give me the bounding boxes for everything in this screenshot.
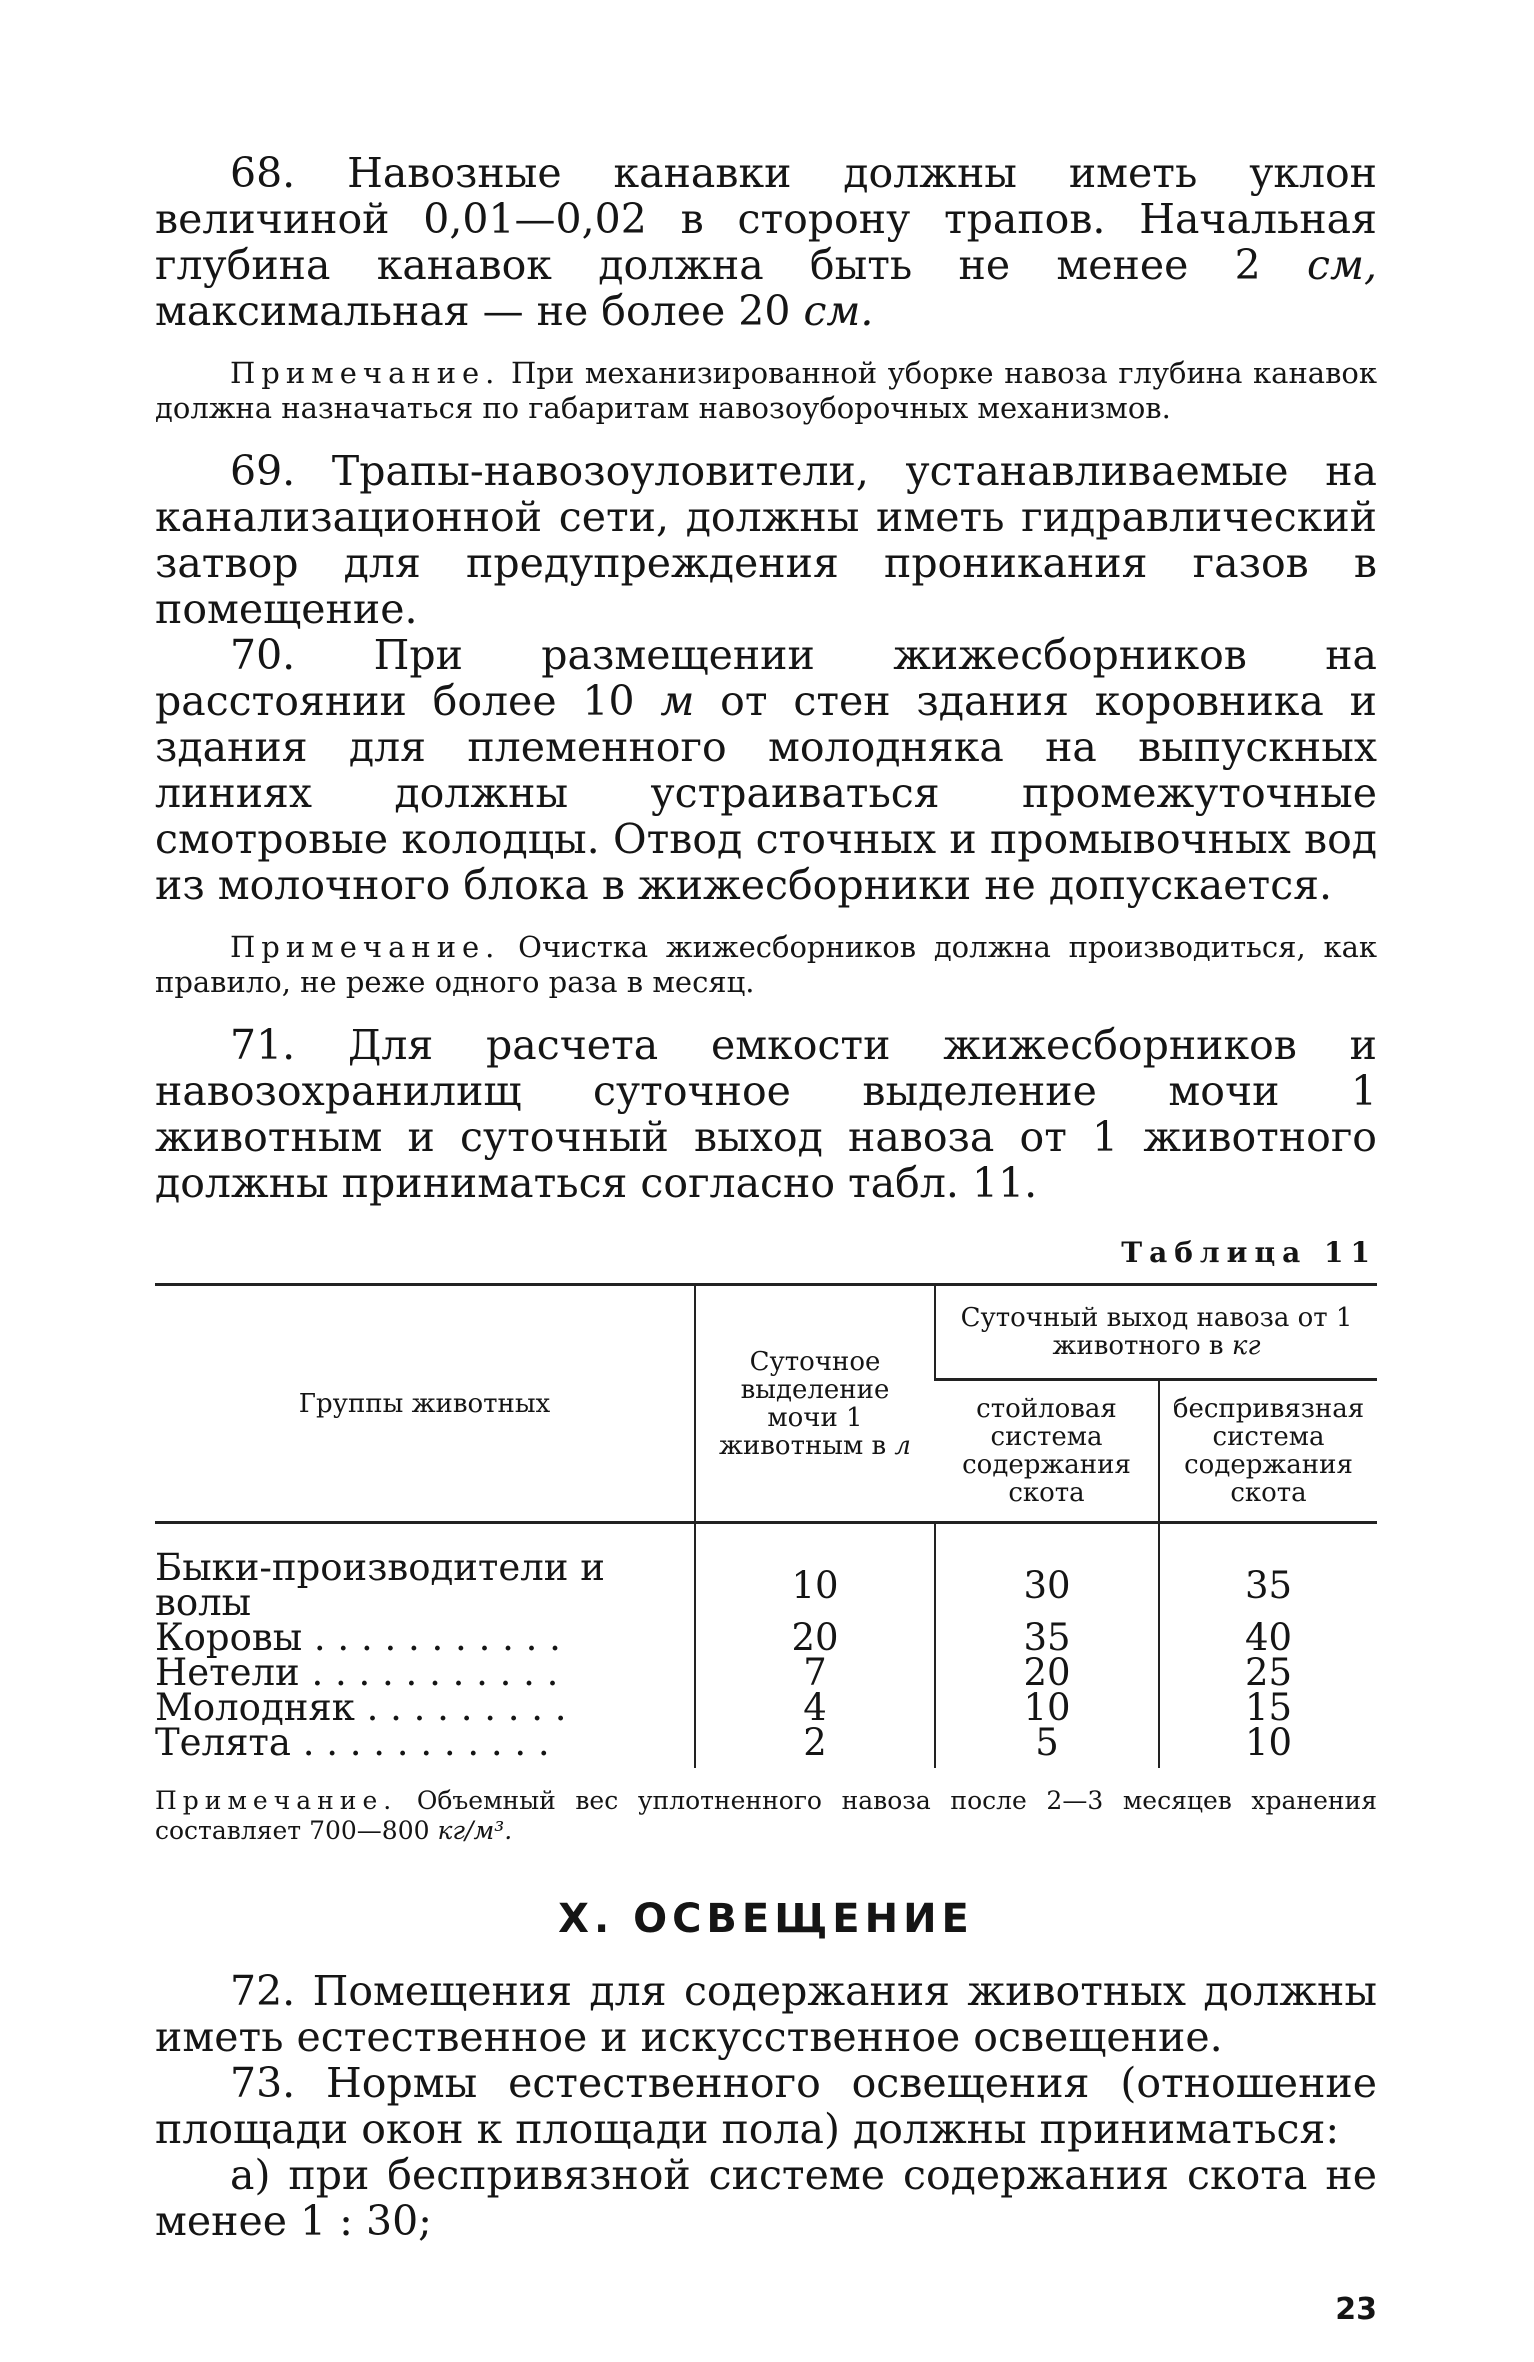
- note-label: Примечание.: [230, 930, 501, 964]
- row-stall: 20: [935, 1655, 1159, 1690]
- table-row: [155, 1620, 1377, 1655]
- header-manure-unit: кг: [1231, 1331, 1261, 1361]
- row-name: Быки-производители и волы: [155, 1546, 605, 1624]
- header-manure: [935, 1285, 1377, 1380]
- row-stall: 35: [935, 1620, 1159, 1655]
- section-heading: X. ОСВЕЩЕНИЕ: [558, 1896, 974, 1942]
- note-text: Очистка жижесборников должна производиться, как правило, не реже одного раза в месяц.: [155, 930, 1377, 999]
- paragraph-71: 71. Для расчета емкости жижесборников и навозохранилищ суточное выделение мочи 1 животным и суточный выход навоза от 1 животного должны приниматься согласно табл. 11.: [155, 1021, 1377, 1207]
- row-urine: 10: [695, 1523, 935, 1621]
- row-loose: 15: [1159, 1690, 1377, 1725]
- row-loose: 40: [1159, 1620, 1377, 1655]
- header-animal-groups: Группы животных: [155, 1285, 695, 1523]
- row-urine: 20: [695, 1620, 935, 1655]
- p70-text-1: 70. При размещении жижесборников на расстоянии более 10: [155, 631, 1377, 725]
- row-loose: 10: [1159, 1725, 1377, 1768]
- note-label: Примечание.: [155, 1786, 398, 1815]
- p68-text-1: 68. Навозные канавки должны иметь уклон величиной 0,01—0,02 в сторону трапов. Начальная глубина канавок должна быть не менее 2: [155, 149, 1377, 289]
- paragraph-70: [155, 632, 1377, 908]
- paragraph-72: 72. Помещения для содержания животных должны иметь естественное и искусственное освещение.: [155, 1967, 1377, 2061]
- row-urine: 7: [695, 1655, 935, 1690]
- row-name: Коровы . . . . . . . . . . .: [155, 1616, 561, 1659]
- row-urine: 2: [695, 1725, 935, 1768]
- note-70: [155, 930, 1377, 1000]
- note-68: [155, 356, 1377, 426]
- row-name: Молодняк . . . . . . . . .: [155, 1686, 567, 1729]
- paragraph-73: 73. Нормы естественного освещения (отношение площади окон к площади пола) должны приниматься:: [155, 2059, 1377, 2153]
- row-name: Нетели . . . . . . . . . . .: [155, 1651, 559, 1694]
- note-text: Объемный вес уплотненного навоза после 2—3 месяцев хранения составляет 700—800: [155, 1786, 1377, 1845]
- p70-text-2: от стен здания коровника и здания для племенного молодняка на выпускных линиях должны устраиваться промежуточные смотровые колодцы. Отвод сточных и промывочных вод из молочного блока в жижесборники не допускается.: [155, 677, 1377, 909]
- page-number: 23: [1335, 2292, 1377, 2327]
- row-stall: 30: [935, 1523, 1159, 1621]
- p68-unit-2: см.: [803, 287, 874, 335]
- table-row: [155, 1523, 1377, 1621]
- row-urine: 4: [695, 1690, 935, 1725]
- note-unit: кг/м³.: [437, 1816, 513, 1845]
- note-text: При механизированной уборке навоза глубина канавок должна назначаться по габаритам навозоуборочных механизмов.: [155, 356, 1377, 425]
- note-label: Примечание.: [230, 356, 501, 390]
- p68-text-2: максимальная — не более 20: [155, 287, 804, 335]
- row-loose: 35: [1159, 1523, 1377, 1621]
- header-loose-system: беспривязная система содержания скота: [1159, 1380, 1377, 1523]
- row-name: Телята . . . . . . . . . . .: [155, 1721, 550, 1764]
- paragraph-68: [155, 150, 1377, 334]
- table-11: [155, 1283, 1377, 1768]
- p68-unit-1: см,: [1307, 241, 1377, 289]
- header-urine-text: Суточное выделение мочи 1 животным в: [719, 1346, 895, 1461]
- row-stall: 5: [935, 1725, 1159, 1768]
- row-stall: 10: [935, 1690, 1159, 1725]
- header-urine: [695, 1285, 935, 1523]
- paragraph-73a: а) при беспривязной системе содержания скота не менее 1 : 30;: [155, 2151, 1377, 2245]
- header-manure-text: Суточный выход навоза от 1 животного в: [960, 1303, 1353, 1361]
- table-row: [155, 1725, 1377, 1768]
- header-stall-system: стойловая система содержания скота: [935, 1380, 1159, 1523]
- p70-unit: м: [660, 677, 695, 725]
- table-caption: Таблица 11: [1121, 1236, 1377, 1269]
- table-row: [155, 1655, 1377, 1690]
- table-row: [155, 1690, 1377, 1725]
- document-page: [155, 150, 1377, 2327]
- header-urine-unit: л: [894, 1430, 911, 1461]
- table-note: [155, 1786, 1377, 1846]
- paragraph-69: 69. Трапы-навозоуловители, устанавливаемые на канализационной сети, должны иметь гидравлический затвор для предупреждения проникания газов в помещение.: [155, 447, 1377, 633]
- row-loose: 25: [1159, 1655, 1377, 1690]
